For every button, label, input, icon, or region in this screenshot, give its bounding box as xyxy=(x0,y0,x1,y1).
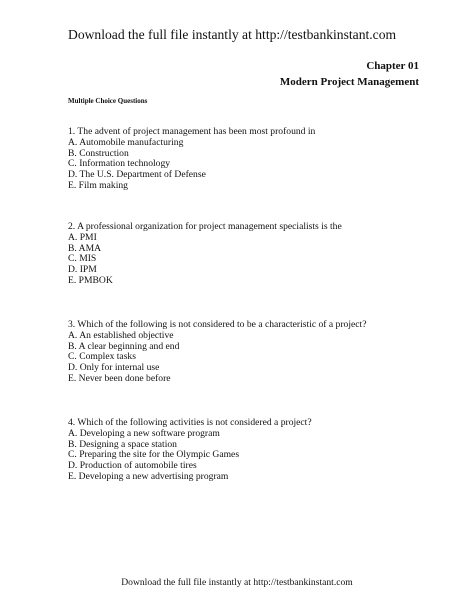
question-3 xyxy=(68,320,366,385)
answer-option: A. PMI xyxy=(68,231,97,243)
answer-option: B. AMA xyxy=(68,242,102,254)
answer-options xyxy=(68,233,342,287)
chapter-number: Chapter 01 xyxy=(366,60,419,72)
download-banner: Download the full file instantly at http://testbankinstant.com xyxy=(68,27,397,42)
answer-options xyxy=(68,429,312,483)
answer-option: C. Complex tasks xyxy=(68,351,136,363)
answer-option: E. Film making xyxy=(68,179,128,191)
answer-option: D. Only for internal use xyxy=(68,362,160,374)
answer-option: B. A clear beginning and end xyxy=(68,340,180,352)
answer-option: C. Information technology xyxy=(68,158,171,170)
section-heading: Multiple Choice Questions xyxy=(68,97,148,105)
footer-download-banner: Download the full file instantly at http://testbankinstant.com xyxy=(121,577,353,588)
answer-option: B. Designing a space station xyxy=(68,438,177,450)
answer-option: A. An established objective xyxy=(68,329,174,341)
answer-option: E. PMBOK xyxy=(68,274,113,286)
question-stem: 1. The advent of project management has been most profound in xyxy=(68,126,316,137)
question-stem: 4. Which of the following activities is not considered a project? xyxy=(68,417,312,428)
question-4 xyxy=(68,418,312,483)
answer-options xyxy=(68,138,315,192)
question-stem: 3. Which of the following is not considered to be a characteristic of a project? xyxy=(68,319,367,330)
answer-option: E. Developing a new advertising program xyxy=(68,470,229,482)
answer-option: D. IPM xyxy=(68,264,97,276)
question-2 xyxy=(68,222,342,287)
answer-option: D. The U.S. Department of Defense xyxy=(68,169,206,181)
question-stem: 2. A professional organization for project management specialists is the xyxy=(68,221,342,232)
answer-option: C. Preparing the site for the Olympic Games xyxy=(68,449,240,461)
answer-option: A. Developing a new software program xyxy=(68,427,220,439)
question-1 xyxy=(68,127,315,192)
answer-option: A. Automobile manufacturing xyxy=(68,136,184,148)
answer-option: D. Production of automobile tires xyxy=(68,460,197,472)
answer-option: B. Construction xyxy=(68,147,129,159)
chapter-heading xyxy=(280,58,419,90)
answer-option: E. Never been done before xyxy=(68,372,171,384)
chapter-title: Modern Project Management xyxy=(279,76,419,88)
answer-option: C. MIS xyxy=(68,253,97,265)
answer-options xyxy=(68,331,366,385)
